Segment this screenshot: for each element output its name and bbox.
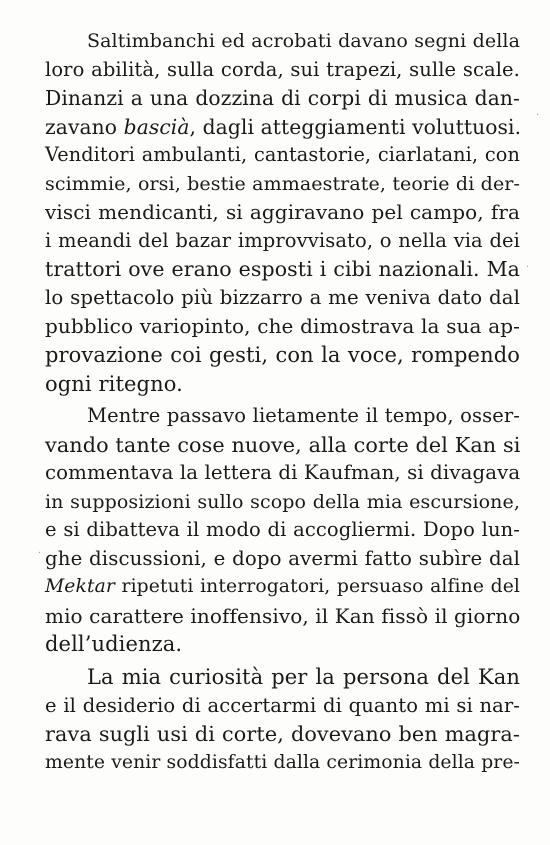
text-segment: rava sugli usi di corte, dovevano ben magra- (45, 722, 520, 747)
text-segment: ghe discussioni, e dopo avermi fatto subìre dal (45, 546, 520, 570)
text-line (45, 545, 520, 574)
text-segment: e si dibatteva il modo di accogliermi. Dopo lun- (45, 518, 520, 542)
text-segment: lo spettacolo più bizzarro a me veniva dato dal (45, 285, 520, 309)
page-speck: · (536, 110, 540, 121)
text-segment: zavano (45, 114, 124, 139)
text-segment: mente venir soddisfatti dalla cerimonia della pre- (45, 751, 520, 773)
text-line (45, 56, 520, 85)
text-line (45, 602, 520, 631)
text-line (45, 370, 520, 399)
text-segment: Dinanzi a una dozzina di corpi di musica dan- (45, 86, 520, 111)
text-line (45, 198, 520, 227)
text-line (45, 459, 520, 488)
italic-text: bascià (123, 114, 190, 139)
body-text (45, 27, 520, 777)
text-segment: La mia curiosità per la persona del Kan (87, 665, 520, 690)
text-line (45, 84, 520, 113)
text-line (45, 431, 520, 460)
text-line (45, 255, 520, 284)
text-segment: trattori ove erano esposti i cibi nazionali. Ma (45, 257, 520, 282)
text-segment: visci mendicanti, si aggiravano pel campo, fra (45, 200, 520, 225)
text-segment: provazione coi gesti, con la voce, rompendo (45, 343, 520, 368)
text-line (45, 141, 520, 170)
text-segment: commentava la lettera di Kaufman, si divagava (45, 461, 521, 485)
text-line (45, 516, 520, 545)
text-line (45, 284, 520, 313)
text-segment: loro abilità, sulla corda, sui trapezi, sulle scale. (45, 57, 520, 81)
text-line (45, 720, 520, 749)
text-segment: , dagli atteggiamenti voluttuosi. (189, 114, 522, 139)
page-speck: · (38, 548, 42, 559)
text-line (45, 663, 520, 692)
text-segment: vando tante cose nuove, alla corte del Kan si (45, 432, 521, 457)
text-line (45, 227, 520, 256)
text-line (45, 170, 520, 199)
text-segment: scimmie, orsi, bestie ammaestrate, teorie di der- (45, 172, 520, 195)
text-segment: pubblico variopinto, che dimostrava la sua ap- (45, 314, 520, 339)
text-segment: mio carattere inoffensivo, il Kan fissò il giorno (45, 603, 521, 628)
text-line (45, 113, 520, 142)
text-segment: ogni ritegno. (45, 371, 183, 396)
text-segment: dell’udienza. (45, 632, 183, 657)
text-segment: i meandi del bazar improvvisato, o nella via dei (45, 228, 520, 252)
page-speck: · (526, 262, 530, 273)
text-segment: in supposizioni sullo scopo della mia escursione, (45, 490, 520, 513)
text-line (45, 692, 520, 721)
text-line (45, 749, 520, 778)
text-segment: Saltimbanchi ed acrobati davano segni della (87, 30, 520, 52)
text-line (45, 27, 520, 56)
text-line (45, 573, 520, 602)
text-line (45, 488, 520, 517)
text-segment: ripetuti interrogatori, persuaso alfine del (114, 576, 520, 598)
text-segment: Venditori ambulanti, cantastorie, ciarlatani, con (45, 143, 520, 167)
text-line (45, 630, 520, 659)
text-line (45, 312, 520, 341)
text-segment: e il desiderio di accertarmi di quanto mi si nar- (45, 693, 520, 717)
italic-text: Mektar (45, 576, 115, 598)
text-segment: Mentre passavo lietamente il tempo, osser- (87, 404, 520, 428)
text-line (45, 341, 520, 370)
text-line (45, 402, 520, 431)
